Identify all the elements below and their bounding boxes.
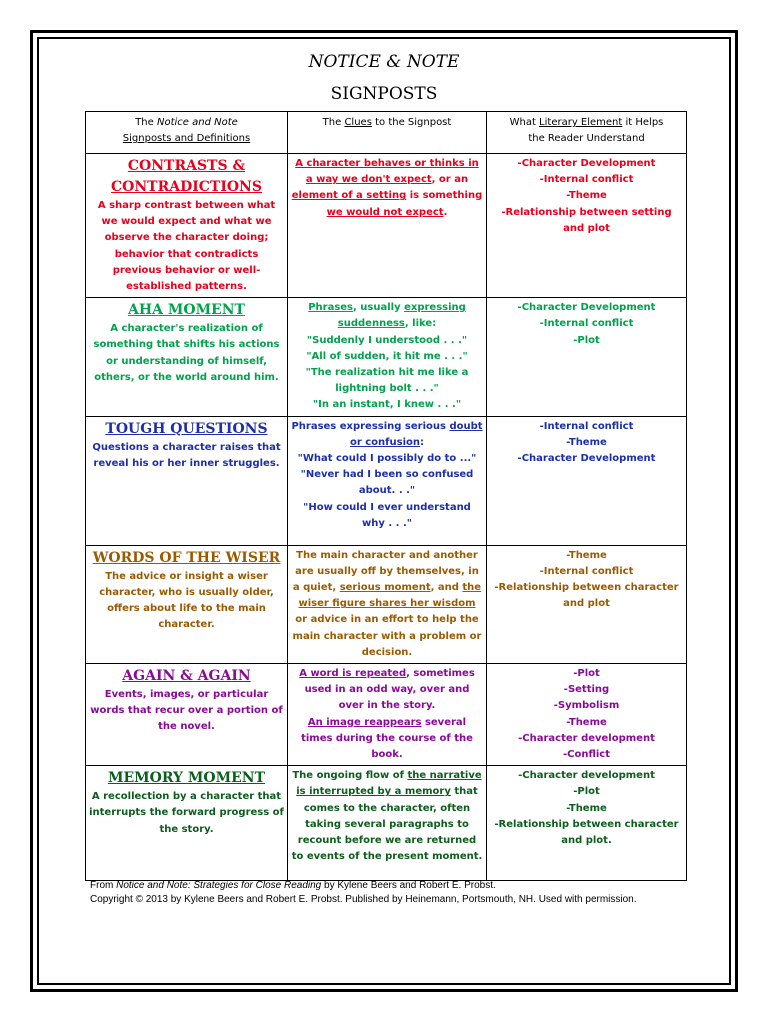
clue-text: the narrative is interrupted by a memory [296, 770, 482, 798]
clue-cell [288, 154, 487, 298]
literary-element: -Internal conflict [539, 565, 634, 577]
literary-element: -Plot [573, 786, 600, 798]
signpost-name: CONTRASTS & CONTRADICTIONS [111, 158, 262, 195]
signpost-definition: A character's realization of something that shifts his actions or understanding of himself, others, or the world around him. [93, 323, 280, 383]
table-row [86, 766, 687, 881]
footer-text: by Kylene Beers and Robert E. Probst. [321, 880, 496, 891]
literary-element: -Internal conflict [539, 318, 634, 330]
literary-element: -Symbolism [553, 700, 620, 712]
literary-element: -Character development [518, 770, 655, 782]
table-row [86, 154, 687, 298]
clue-text: , usually [353, 302, 405, 314]
literary-element: -Theme [566, 716, 607, 728]
clue-cell [288, 766, 487, 881]
table-row [86, 664, 687, 766]
header-signposts [86, 112, 288, 154]
header-clues [288, 112, 487, 154]
clue-text: several times during the course of the book. [301, 716, 473, 761]
literary-element: -Relationship between setting and plot [501, 206, 672, 234]
clue-text: A character behaves or thinks in a way we don't expect [295, 158, 479, 186]
literary-element: -Character Development [517, 453, 656, 465]
clue-text: : [420, 436, 425, 448]
clue-text: An image reappears [307, 716, 422, 728]
clue-text: is something [406, 190, 483, 202]
header-literary-element [487, 112, 687, 154]
literary-element: -Relationship between character and plot [494, 582, 679, 610]
header-text: The [135, 117, 157, 128]
clue-text: , sometimes used in an odd way, over and over in the story. [304, 668, 475, 712]
clue-quote: "All of sudden, it hit me . . ." [306, 350, 468, 362]
signpost-definition: The advice or insight a wiser character, who is usually older, offers about life to the main character. [99, 570, 274, 631]
element-cell [487, 416, 687, 545]
clue-text: , or an [431, 174, 469, 186]
clue-cell [288, 664, 487, 766]
footer-book-title: Notice and Note: Strategies for Close Reading [116, 880, 322, 891]
header-text: Clues [344, 117, 372, 128]
clue-quote: "The realization hit me like a lightning bolt . . ." [305, 367, 469, 395]
element-cell [487, 545, 687, 663]
literary-element: -Internal conflict [539, 420, 634, 432]
literary-element: -Theme [566, 190, 607, 202]
literary-element: -Theme [566, 436, 607, 448]
clue-text: . [443, 206, 448, 218]
clue-text: The ongoing flow of [292, 770, 408, 782]
clue-text: Phrases expressing serious [291, 420, 450, 432]
table-row [86, 298, 687, 416]
clue-quote: "In an instant, I knew . . ." [312, 399, 462, 411]
signpost-cell [86, 298, 288, 416]
element-cell [487, 154, 687, 298]
clue-text: that comes to the character, often taking several paragraphs to recount before we are returned to events of the present moment. [291, 786, 483, 863]
clue-text: element of a setting [291, 190, 407, 202]
literary-element: -Plot [573, 334, 600, 346]
literary-element: -Relationship between character and plot. [494, 818, 679, 847]
literary-element: -Internal conflict [539, 174, 634, 186]
literary-element: -Theme [566, 549, 607, 561]
header-text: it Helps [622, 117, 664, 128]
header-text: The [322, 117, 345, 128]
header-text: What [509, 117, 540, 128]
header-text: Literary Element [539, 117, 623, 128]
literary-element: -Theme [566, 802, 607, 814]
table-row [86, 545, 687, 663]
clue-quote: "Suddenly I understood . . ." [306, 334, 468, 346]
clue-text: doubt or confusion [349, 420, 483, 448]
clue-text: expressing suddenness [337, 302, 466, 330]
signpost-cell [86, 545, 288, 663]
signposts-table [85, 111, 687, 881]
signpost-name: AHA MOMENT [128, 302, 245, 319]
signpost-cell [86, 416, 288, 545]
header-text: the Reader Understand [528, 133, 645, 144]
literary-element: -Plot [573, 668, 600, 680]
element-cell [487, 766, 687, 881]
clue-text: The main character and another are usually off by themselves, in a quiet, [292, 549, 479, 594]
clue-text: the wiser figure shares her wisdom [298, 582, 482, 610]
clue-text: A word is repeated [299, 668, 407, 680]
header-text: to the Signpost [371, 117, 452, 128]
clue-text: or advice in an effort to help the main character with a problem or decision. [292, 614, 482, 658]
clue-cell [288, 416, 487, 545]
clue-text: , like: [404, 318, 437, 330]
signpost-name: WORDS OF THE WISER [92, 549, 281, 566]
element-cell [487, 298, 687, 416]
signpost-cell [86, 664, 288, 766]
signpost-definition: A sharp contrast between what we would expect and what we observe the character doing; behavior that contradicts previous behavior or well-established patterns. [97, 200, 276, 293]
signpost-cell [86, 154, 288, 298]
page-title: NOTICE & NOTE [308, 52, 460, 72]
page-subtitle: SIGNPOSTS [330, 84, 438, 104]
literary-element: -Setting [563, 684, 610, 696]
signpost-definition: Questions a character raises that reveal his or her inner struggles. [92, 441, 281, 469]
literary-element: -Character Development [517, 302, 656, 314]
header-row [86, 112, 687, 154]
literary-element: -Conflict [562, 749, 611, 761]
clue-quote: "How could I ever understand why . . ." [303, 501, 471, 529]
signpost-cell [86, 766, 288, 881]
signpost-name: TOUGH QUESTIONS [105, 420, 268, 437]
footer-source [90, 880, 730, 891]
table-row [86, 416, 687, 545]
footer-text: From [90, 880, 117, 891]
clue-text: serious moment [339, 582, 431, 594]
literary-element: -Character development [518, 732, 655, 744]
element-cell [487, 664, 687, 766]
clue-text: Phrases [308, 302, 354, 314]
signpost-name: MEMORY MOMENT [107, 770, 265, 787]
header-text: Signposts and Definitions [122, 133, 251, 144]
clue-quote: "Never had I been so confused about. . ." [300, 469, 474, 497]
signpost-name: AGAIN & AGAIN [122, 668, 251, 685]
header-text: Notice and Note [156, 117, 238, 128]
footer-copyright: Copyright © 2013 by Kylene Beers and Robert E. Probst. Published by Heinemann, Portsmouth, NH. Used with permission. [90, 894, 637, 905]
clue-text: , and [430, 582, 463, 594]
clue-quote: "What could I possibly do to ..." [297, 453, 477, 465]
clue-text: we would not expect [326, 206, 444, 218]
literary-element: -Character Development [517, 158, 656, 169]
signpost-definition: Events, images, or particular words that recur over a portion of the novel. [90, 689, 283, 733]
clue-cell [288, 545, 487, 663]
signpost-definition: A recollection by a character that interrupts the forward progress of the story. [89, 791, 284, 835]
clue-cell [288, 298, 487, 416]
